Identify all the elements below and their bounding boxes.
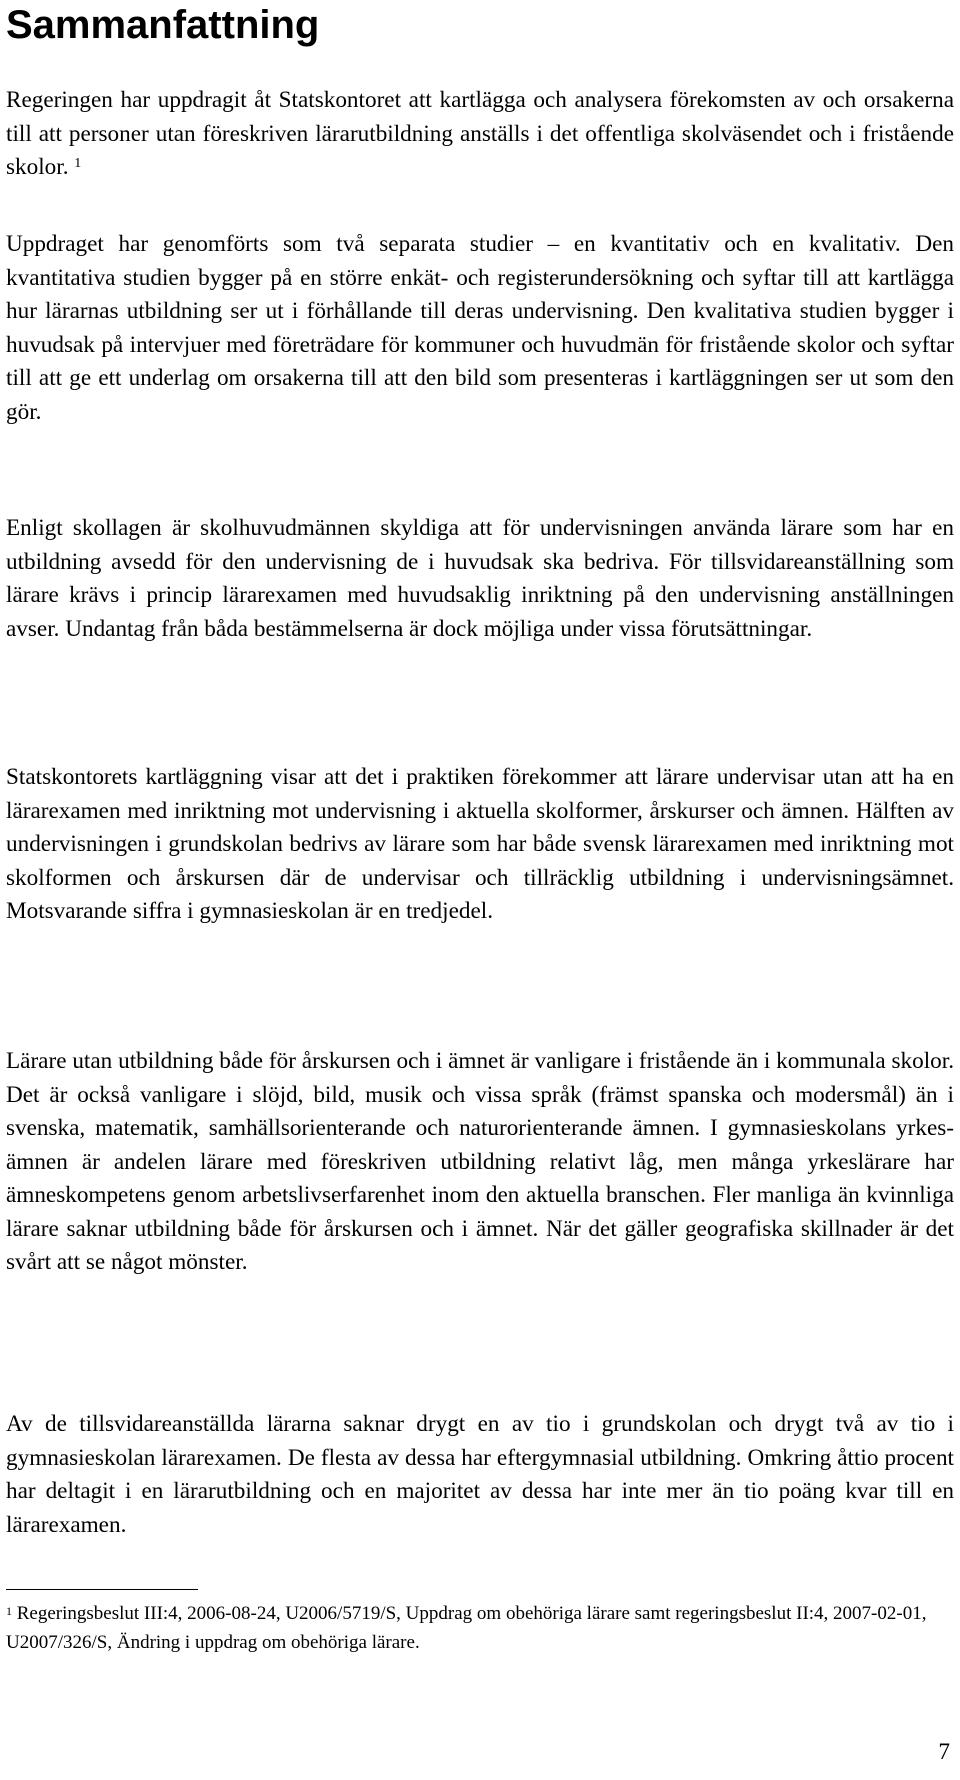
paragraph-5: Lärare utan utbildning både för årskursen och i ämnet är vanligare i fristående än i kommunala skolor. Det är också vanligare i slöjd, bild, musik och vissa språk (främst spanska och modersmål) än i svenska, matematik, samhällsorienterande och naturorienterande ämnen. I gymnasieskolans yrkesämnen är andelen lärare med föreskriven utbildning relativt låg, men många yrkeslärare har ämneskompetens genom arbetslivserfarenhet inom den aktuella branschen. Fler manliga än kvinnliga lärare saknar utbildning både för årskursen och i ämnet. När det gäller geografiska skillnader är det svårt att se något mönster. <box>6 1048 954 1275</box>
paragraph-6: Av de tillsvidareanställda lärarna saknar drygt en av tio i grundskolan och drygt två av tio i gymnasieskolan lärarexamen. De flesta av dessa har eftergymnasial utbildning. Omkring åttio procent har deltagit i en lärarutbildning och en majoritet av dessa har inte mer än tio poäng kvar till en lärarexamen. <box>6 1411 954 1538</box>
paragraph-4: Statskontorets kartläggning visar att det i praktiken förekommer att lärare undervisar utan att ha en lärarexamen med inriktning mot undervisning i aktuella skolformer, årskurser och ämnen. Hälften av undervisningen i grundskolan bedrivs av lärare som har både svensk lärarexamen med inriktning mot skolformen och årskursen där de undervisar och tillräcklig utbildning i undervisningsämnet. Motsvarande siffra i gymnasieskolan är en tredjedel. <box>6 764 954 924</box>
footnote-text: Regeringsbeslut III:4, 2006-08-24, U2006/5719/S, Uppdrag om obehöriga lärare samt regeringsbeslut II:4, 2007-02-01, U2007/326/S, Ändring i uppdrag om obehöriga lärare. <box>6 1603 927 1653</box>
paragraph-3: Enligt skollagen är skolhuvudmännen skyldiga att för undervisningen använda lärare som har en utbildning avsedd för den undervisning de i huvudsak ska bedriva. För tillsvidareanställning som lärare krävs i princip lärarexamen med huvudsaklig inriktning på den undervisning anställningen avser. Undantag från båda bestämmelserna är dock möjliga under vissa förutsättningar. <box>6 515 954 642</box>
paragraph-2: Uppdraget har genomförts som två separata studier – en kvantitativ och en kvalitativ. Den kvantitativa studien bygger på en större enkät- och registerundersökning och syftar till att kartlägga hur lärarnas utbildning ser ut i förhållande till deras undervisning. Den kvalitativa studien bygger i huvudsak på intervjuer med företrädare för kommuner och huvudmän för fristående skolor och syftar till att ge ett underlag om orsakerna till att den bild som presenteras i kartläggningen ser ut som den gör. <box>6 231 954 425</box>
paragraph-1 <box>6 84 954 185</box>
footnote-number: 1 <box>6 1604 12 1618</box>
page-title: Sammanfattning <box>6 3 320 47</box>
footnote-divider <box>6 1589 198 1590</box>
document-page <box>6 0 954 1780</box>
footnote <box>6 1599 954 1657</box>
page-number: 7 <box>938 1739 950 1765</box>
paragraph-1-text: Regeringen har uppdragit åt Statskontoret att kartlägga och analysera förekomsten av och orsakerna till att personer utan föreskriven lärarutbildning anställs i det offentliga skolväsendet och i fristående skolor. <box>6 87 954 180</box>
footnote-reference: 1 <box>74 156 82 171</box>
